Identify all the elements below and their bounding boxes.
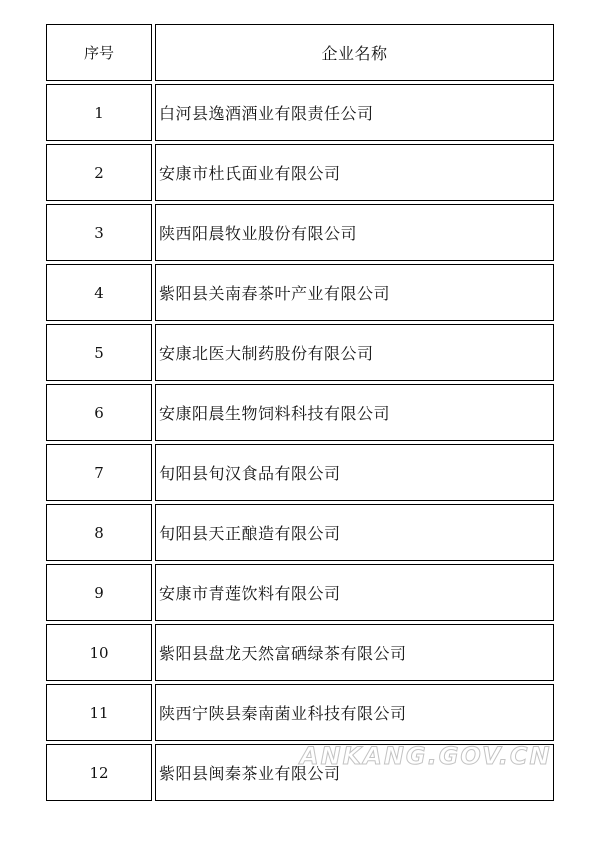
row-company-name: 旬阳县天正酿造有限公司 — [155, 504, 554, 561]
table-row — [46, 204, 554, 261]
row-serial-number: 11 — [46, 684, 152, 741]
row-company-name: 紫阳县关南春茶叶产业有限公司 — [155, 264, 554, 321]
row-company-name: 陕西宁陕县秦南菌业科技有限公司 — [155, 684, 554, 741]
row-company-name: 紫阳县闽秦茶业有限公司 — [155, 744, 554, 801]
table-row — [46, 144, 554, 201]
table-row — [46, 444, 554, 501]
header-serial-number: 序号 — [46, 24, 152, 81]
header-company-name: 企业名称 — [155, 24, 554, 81]
row-serial-number: 6 — [46, 384, 152, 441]
row-company-name: 旬阳县旬汉食品有限公司 — [155, 444, 554, 501]
row-serial-number: 8 — [46, 504, 152, 561]
row-serial-number: 5 — [46, 324, 152, 381]
row-serial-number: 4 — [46, 264, 152, 321]
table-row — [46, 564, 554, 621]
row-company-name: 白河县逸酒酒业有限责任公司 — [155, 84, 554, 141]
row-company-name: 安康北医大制药股份有限公司 — [155, 324, 554, 381]
row-serial-number: 3 — [46, 204, 152, 261]
site-watermark: ANKANG.GOV.CN — [300, 742, 552, 770]
row-company-name: 紫阳县盘龙天然富硒绿茶有限公司 — [155, 624, 554, 681]
row-company-name: 安康阳晨生物饲料科技有限公司 — [155, 384, 554, 441]
table-row — [46, 384, 554, 441]
row-company-name: 陕西阳晨牧业股份有限公司 — [155, 204, 554, 261]
row-serial-number: 2 — [46, 144, 152, 201]
table-row — [46, 684, 554, 741]
row-company-name: 安康市青莲饮料有限公司 — [155, 564, 554, 621]
row-serial-number: 7 — [46, 444, 152, 501]
row-serial-number: 1 — [46, 84, 152, 141]
table-row — [46, 504, 554, 561]
row-serial-number: 10 — [46, 624, 152, 681]
table-header-row — [46, 24, 554, 81]
table-row — [46, 84, 554, 141]
table-row — [46, 324, 554, 381]
row-company-name: 安康市杜氏面业有限公司 — [155, 144, 554, 201]
row-serial-number: 9 — [46, 564, 152, 621]
row-serial-number: 12 — [46, 744, 152, 801]
table-row — [46, 624, 554, 681]
table-row — [46, 264, 554, 321]
